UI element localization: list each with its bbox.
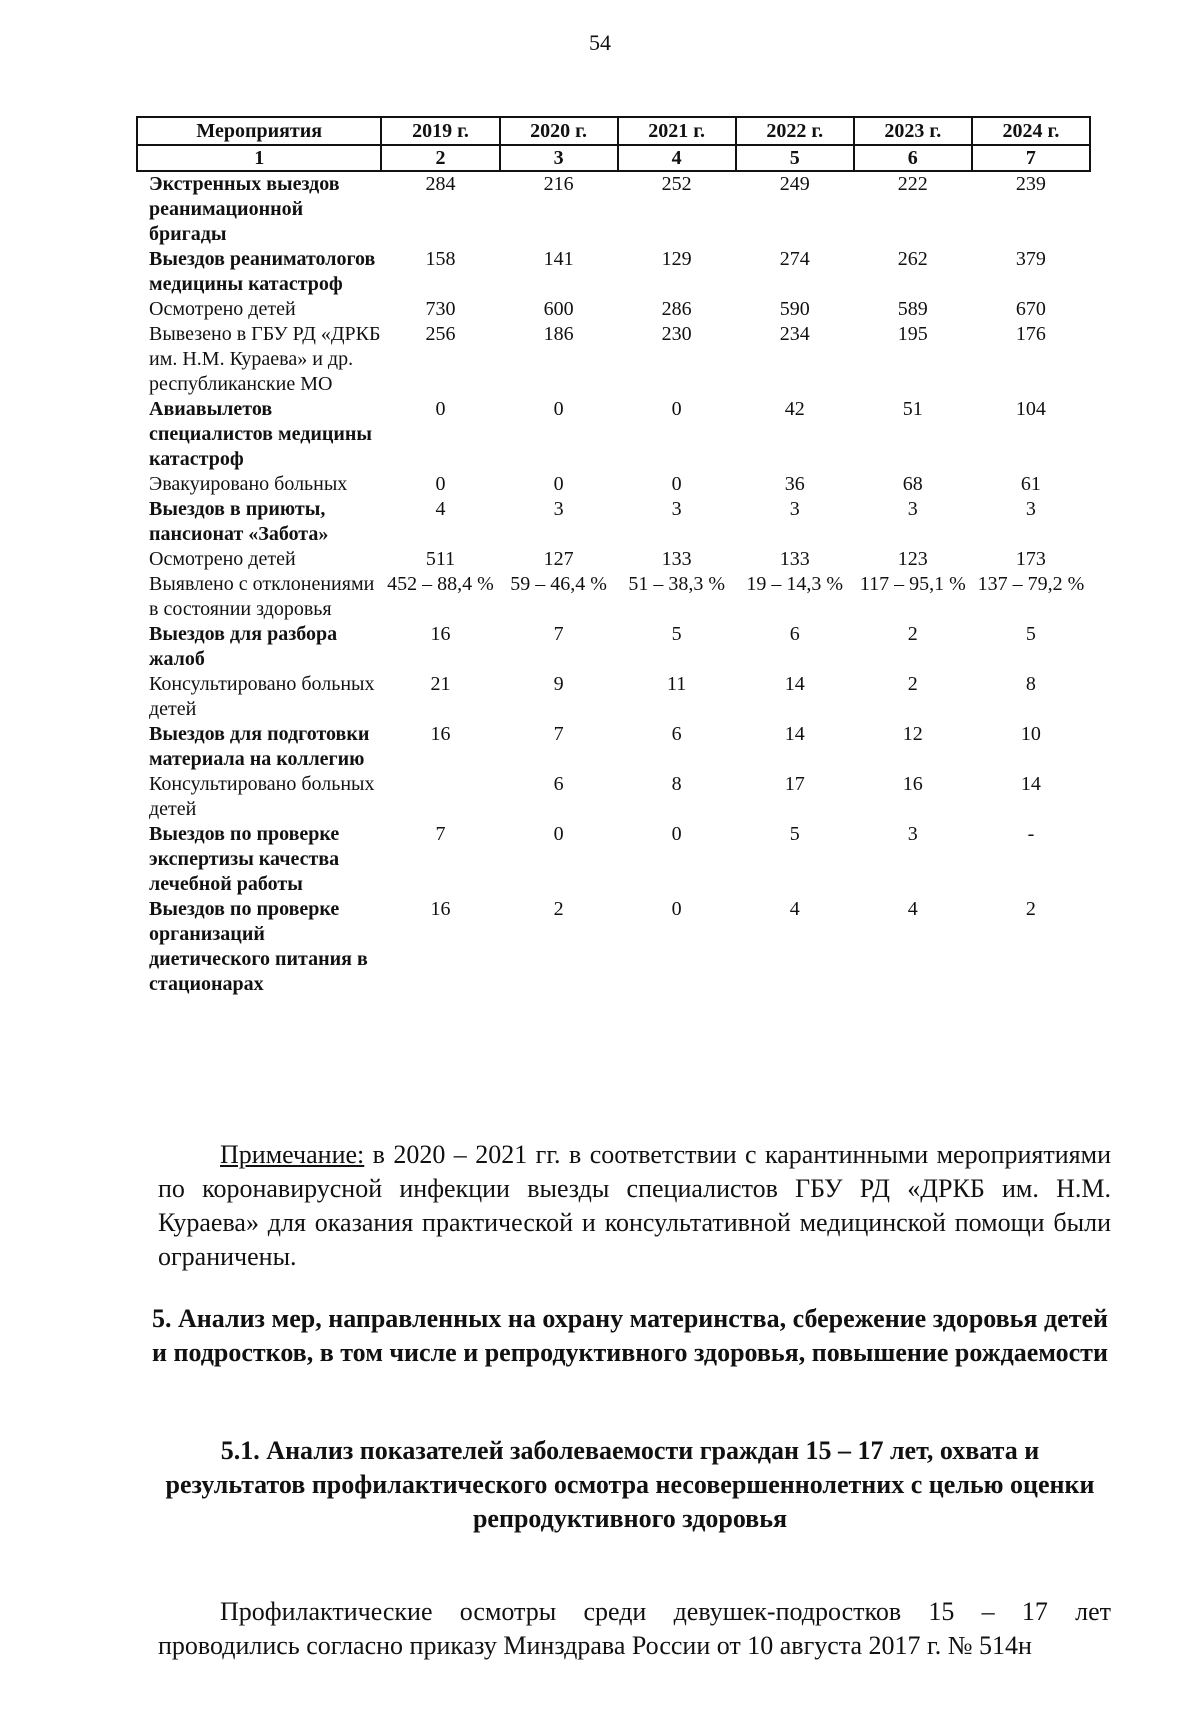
table-row: [137, 472, 1090, 497]
table-cell: 0: [553, 398, 564, 420]
row-label: Вывезено в ГБУ РД «ДРКБ им. Н.М. Кураева» и др. республиканские МО: [149, 323, 381, 395]
table-row: [137, 672, 1090, 722]
column-index: 3: [500, 145, 618, 171]
row-label: Авиавылетов специалистов медицины катастроф: [149, 398, 373, 470]
table-cell: 0: [671, 473, 682, 495]
table-cell: 17: [784, 773, 805, 795]
table-row: [137, 547, 1090, 572]
table-cell: 12: [902, 723, 923, 745]
table-cell: 6: [671, 723, 682, 745]
table-cell: 7: [553, 723, 564, 745]
table-cell: 117 – 95,1 %: [859, 573, 966, 595]
table-cell: 3: [907, 823, 918, 845]
table-cell: 0: [671, 398, 682, 420]
table-cell: 2: [553, 898, 564, 920]
table-cell: 14: [1020, 773, 1041, 795]
section-5-heading: 5. Анализ мер, направленных на охрану материнства, сбережение здоровья детей и подростков, в том числе и репродуктивного здоровья, повышение рождаемости: [152, 1304, 1108, 1367]
table-cell: 14: [784, 723, 805, 745]
row-label: Выездов для подготовки материала на коллегию: [149, 723, 370, 770]
table-cell: 123: [897, 548, 928, 570]
table-row: [137, 247, 1090, 297]
table-cell: 9: [553, 673, 564, 695]
table-cell: 141: [543, 248, 574, 270]
table-cell: 61: [1020, 473, 1041, 495]
column-index: 6: [854, 145, 972, 171]
table-cell: 3: [907, 498, 918, 520]
table-cell: 5: [789, 823, 800, 845]
row-label: Выявлено с отклонениями в состоянии здоровья: [149, 573, 375, 620]
table-cell: 16: [430, 898, 451, 920]
table-cell: 158: [425, 248, 456, 270]
table-cell: 590: [779, 298, 810, 320]
table-row: [137, 822, 1090, 897]
row-label: Осмотрено детей: [149, 548, 296, 570]
row-label: Экстренных выездов реанимационной бригады: [149, 173, 340, 245]
table-cell: 239: [1015, 173, 1046, 195]
table-cell: 730: [425, 298, 456, 320]
table-cell: 0: [553, 473, 564, 495]
table-cell: 133: [661, 548, 692, 570]
column-header-2024: 2024 г.: [972, 117, 1090, 145]
table-cell: 5: [671, 623, 682, 645]
table-cell: 137 – 79,2 %: [977, 573, 1085, 595]
table-cell: 51: [902, 398, 923, 420]
table-cell: 284: [425, 173, 456, 195]
table-cell: 16: [902, 773, 923, 795]
table-cell: -: [1027, 823, 1035, 845]
table-cell: [381, 772, 499, 822]
column-index: 1: [137, 145, 381, 171]
table-cell: 8: [1025, 673, 1036, 695]
table-cell: 133: [779, 548, 810, 570]
table-cell: 4: [435, 498, 446, 520]
table-cell: 16: [430, 623, 451, 645]
table-row: [137, 897, 1090, 997]
table-cell: 7: [435, 823, 446, 845]
note-paragraph: [158, 1138, 1111, 1274]
table-cell: 42: [784, 398, 805, 420]
table-cell: 600: [543, 298, 574, 320]
table-cell: 2: [907, 673, 918, 695]
table-cell: 0: [435, 398, 446, 420]
table-cell: 286: [661, 298, 692, 320]
table-cell: 234: [779, 323, 810, 345]
table-index-row: [137, 145, 1090, 171]
column-header-2022: 2022 г.: [736, 117, 854, 145]
table-cell: 511: [425, 548, 456, 570]
table-cell: 6: [553, 773, 564, 795]
table-cell: 8: [671, 773, 682, 795]
table-cell: 14: [784, 673, 805, 695]
table-row: [137, 171, 1090, 247]
table-row: [137, 497, 1090, 547]
table-cell: 7: [553, 623, 564, 645]
table-cell: 256: [425, 323, 456, 345]
table-cell: 274: [779, 248, 810, 270]
table-cell: 16: [430, 723, 451, 745]
column-index: 7: [972, 145, 1090, 171]
table-cell: 670: [1015, 298, 1046, 320]
table-cell: 5: [1025, 623, 1036, 645]
table-cell: 21: [430, 673, 451, 695]
table-cell: 0: [435, 473, 446, 495]
body-paragraph: Профилактические осмотры среди девушек-подростков 15 – 17 лет проводились согласно приказу Минздрава России от 10 августа 2017 г. № 514н: [158, 1597, 1111, 1660]
table-cell: 36: [784, 473, 805, 495]
row-label: Выездов по проверке экспертизы качества лечебной работы: [149, 823, 340, 895]
table-cell: 129: [661, 248, 692, 270]
column-index: 5: [736, 145, 854, 171]
table-cell: 59 – 46,4 %: [510, 573, 607, 595]
column-header-events: Мероприятия: [137, 117, 381, 145]
table-cell: 4: [789, 898, 800, 920]
table-row: [137, 722, 1090, 772]
table-cell: 0: [671, 823, 682, 845]
column-header-2020: 2020 г.: [500, 117, 618, 145]
table-cell: 589: [897, 298, 928, 320]
table-cell: 127: [543, 548, 574, 570]
table-cell: 216: [543, 173, 574, 195]
table-cell: 3: [1025, 498, 1036, 520]
table-cell: 452 – 88,4 %: [387, 573, 494, 595]
table-cell: 222: [897, 173, 928, 195]
events-table-container: [136, 116, 1091, 997]
column-header-2023: 2023 г.: [854, 117, 972, 145]
column-header-2019: 2019 г.: [381, 117, 499, 145]
table-cell: 68: [902, 473, 923, 495]
table-row: [137, 297, 1090, 322]
table-cell: 6: [789, 623, 800, 645]
note-label: Примечание:: [220, 1140, 365, 1169]
row-label: Выездов для разбора жалоб: [149, 623, 338, 670]
column-index: 4: [618, 145, 736, 171]
table-cell: 11: [667, 673, 687, 695]
table-cell: 2: [907, 623, 918, 645]
table-cell: 104: [1015, 398, 1046, 420]
row-label: Консультировано больных детей: [149, 773, 375, 820]
table-row: [137, 572, 1090, 622]
table-cell: 195: [897, 323, 928, 345]
table-cell: 252: [661, 173, 692, 195]
table-cell: 0: [553, 823, 564, 845]
table-row: [137, 622, 1090, 672]
table-cell: 51 – 38,3 %: [628, 573, 725, 595]
note-text: в 2020 – 2021 гг. в соответствии с карантинными мероприятиями по коронавирусной инфекции выезды специалистов ГБУ РД «ДРКБ им. Н.М. Кураева» для оказания практической и консультативной медицинской помощи были ограничены.: [158, 1140, 1111, 1271]
table-cell: 2: [1025, 898, 1036, 920]
row-label: Выездов по проверке организаций диетического питания в стационарах: [149, 898, 368, 995]
table-cell: 0: [671, 898, 682, 920]
table-header-row: [137, 117, 1090, 145]
events-table: [136, 116, 1091, 997]
column-header-2021: 2021 г.: [618, 117, 736, 145]
table-cell: 262: [897, 248, 928, 270]
table-cell: 3: [671, 498, 682, 520]
row-label: Консультировано больных детей: [149, 673, 375, 720]
page-number: 54: [589, 30, 611, 55]
table-cell: 249: [779, 173, 810, 195]
table-cell: 19 – 14,3 %: [746, 573, 844, 595]
table-cell: 3: [789, 498, 800, 520]
table-cell: 10: [1020, 723, 1041, 745]
row-label: Эвакуировано больных: [149, 473, 348, 495]
column-index: 2: [381, 145, 499, 171]
row-label: Осмотрено детей: [149, 298, 296, 320]
row-label: Выездов в приюты, пансионат «Забота»: [149, 498, 329, 545]
table-row: [137, 322, 1090, 397]
table-cell: 3: [553, 498, 564, 520]
table-row: [137, 397, 1090, 472]
table-cell: 4: [907, 898, 918, 920]
table-cell: 176: [1015, 323, 1046, 345]
row-label: Выездов реаниматологов медицины катастроф: [149, 248, 376, 295]
table-cell: 186: [543, 323, 574, 345]
table-cell: 230: [661, 323, 692, 345]
table-row: [137, 772, 1090, 822]
section-5-1-heading: 5.1. Анализ показателей заболеваемости граждан 15 – 17 лет, охвата и результатов профилактического осмотра несовершеннолетних с целью оценки репродуктивного здоровья: [165, 1436, 1095, 1533]
table-cell: 173: [1015, 548, 1046, 570]
table-body: [137, 171, 1090, 997]
table-cell: 379: [1015, 248, 1046, 270]
